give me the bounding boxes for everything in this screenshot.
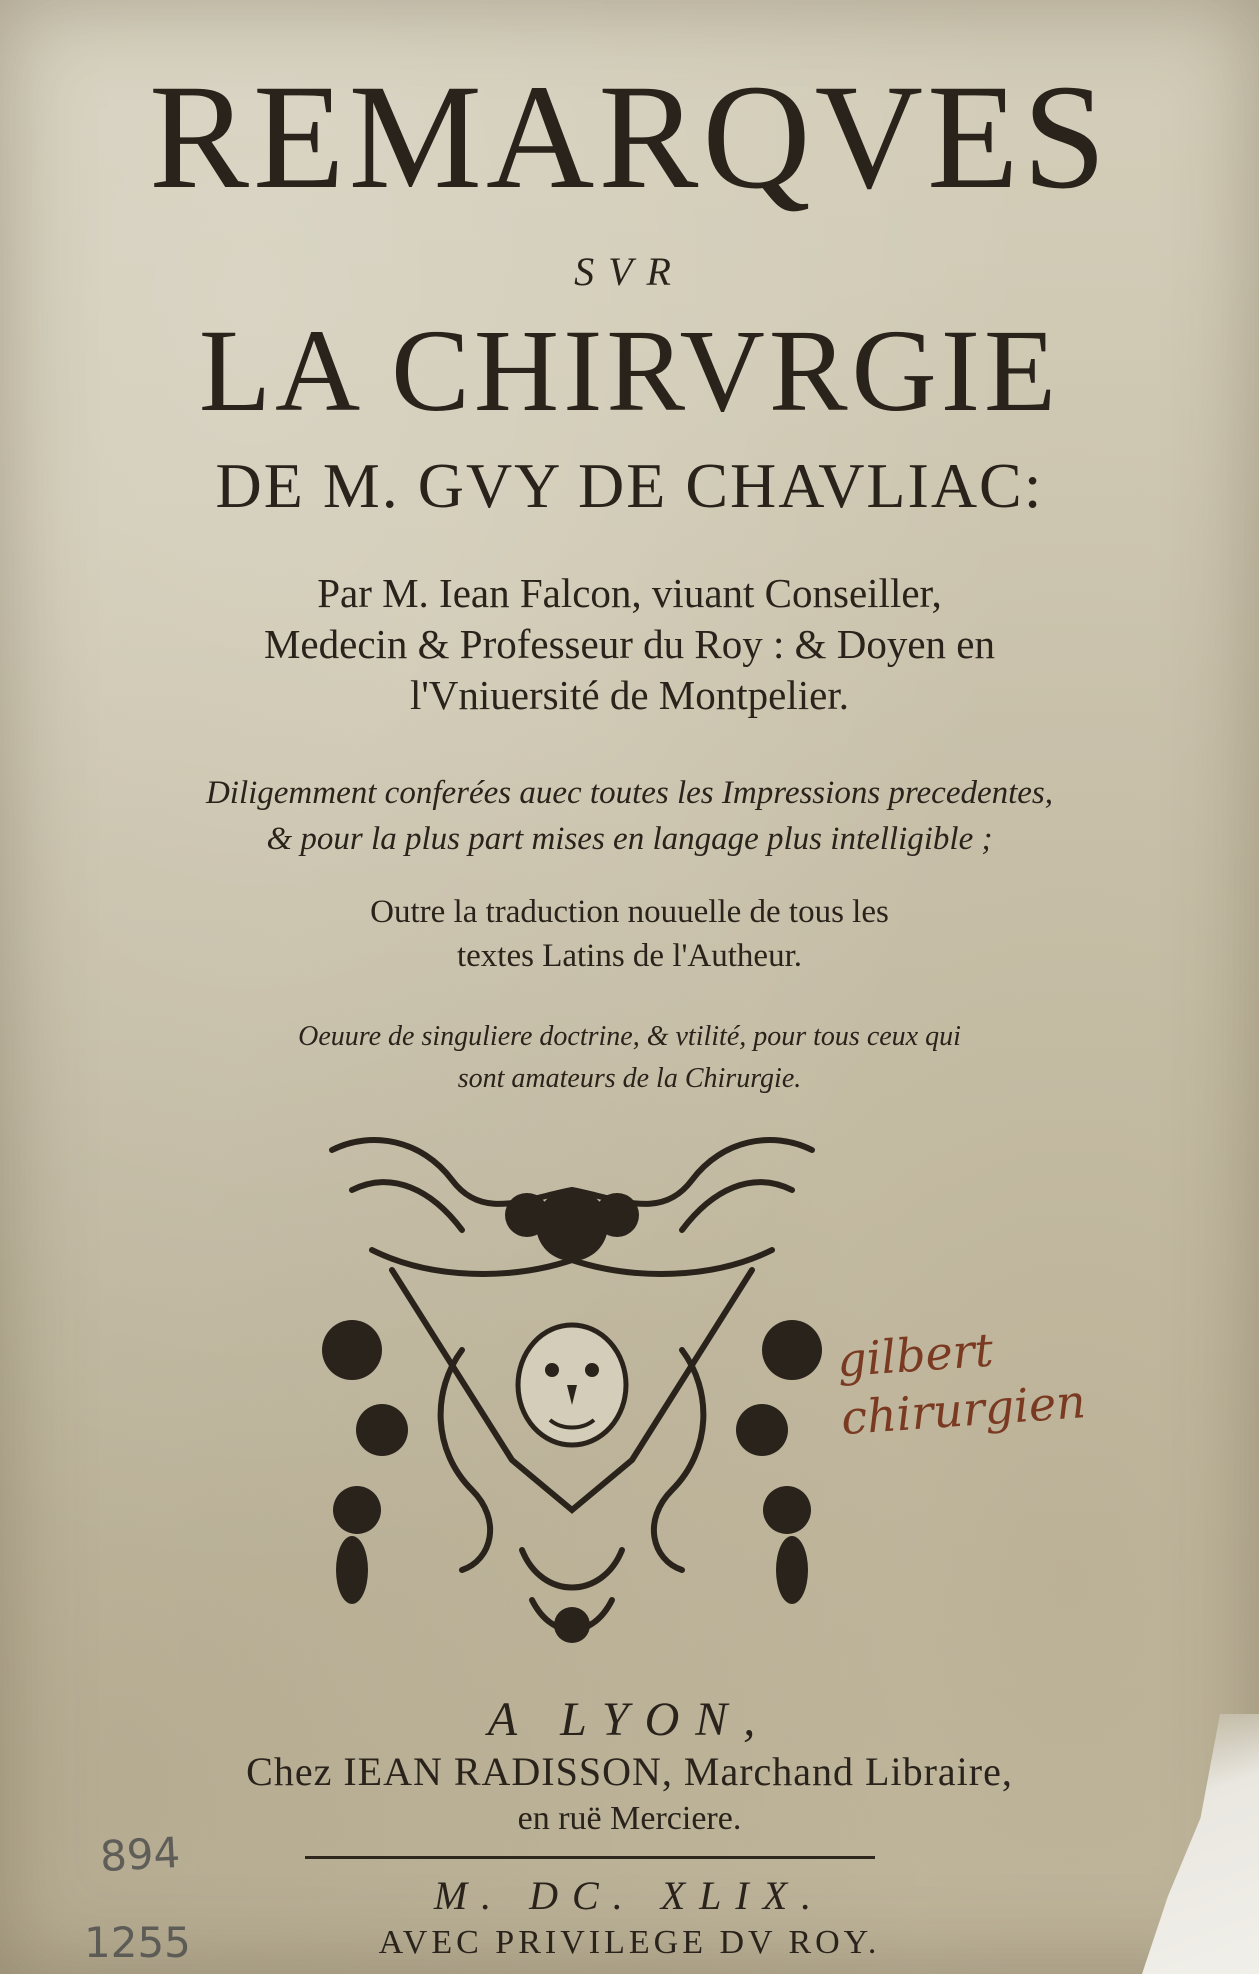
shelf-mark-2: 1255: [84, 1918, 191, 1967]
handwritten-line-2: chirurgien: [839, 1374, 1088, 1446]
shelf-mark-1: 894: [98, 1827, 182, 1882]
imprint-place: A LYON,: [487, 1693, 772, 1746]
author-line-1: Par M. Iean Falcon, viuant Conseiller,: [317, 570, 942, 616]
description-block: [0, 770, 1259, 862]
title-guy-de-chauliac: DE M. GVY DE CHAVLIAC:: [215, 450, 1044, 521]
translation-line-1: Outre la traduction nouuelle de tous les: [370, 894, 889, 930]
handwritten-line-1: gilbert: [835, 1322, 995, 1388]
purpose-line-2: sont amateurs de la Chirurgie.: [457, 1063, 802, 1094]
imprint-divider: [305, 1856, 875, 1859]
translation-block: [0, 890, 1259, 978]
imprint-street: en ruë Merciere.: [517, 1800, 742, 1837]
author-line-2: Medecin & Professeur du Roy : & Doyen en: [263, 621, 996, 667]
imprint-privilege: AVEC PRIVILEGE DV ROY.: [378, 1924, 881, 1961]
handwritten-ownership-note: [835, 1305, 1225, 1481]
description-line-1: Diligemment conferées auec toutes les Impressions precedentes,: [205, 775, 1054, 811]
description-line-2: & pour la plus part mises en langage plus intelligible ;: [266, 821, 993, 857]
purpose-line-1: Oeuure de singuliere doctrine, & vtilité, pour tous ceux qui: [298, 1021, 961, 1052]
purpose-block: [0, 1016, 1259, 1100]
printers-ornament-icon: [312, 1130, 832, 1650]
author-block: [0, 568, 1259, 721]
translation-line-2: textes Latins de l'Autheur.: [456, 938, 803, 974]
title-sur: SVR: [574, 249, 685, 294]
author-line-3: l'Vniuersité de Montpelier.: [410, 672, 849, 718]
title-remarques: REMARQVES: [148, 54, 1111, 220]
imprint-year: M. DC. XLIX.: [433, 1873, 826, 1918]
imprint-printer: Chez IEAN RADISSON, Marchand Libraire,: [246, 1749, 1013, 1794]
title-la-chirurgie: LA CHIRVRGIE: [198, 305, 1061, 436]
